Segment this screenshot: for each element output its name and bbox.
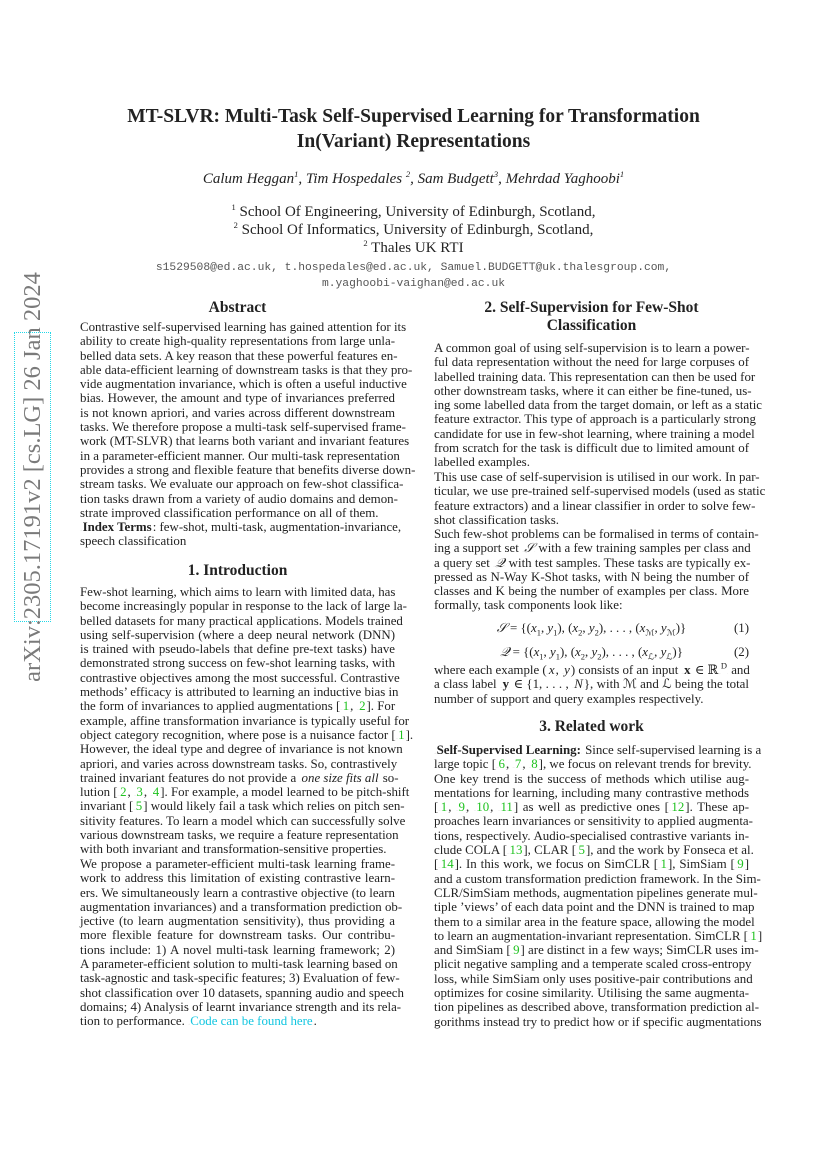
author-emails xyxy=(0,260,827,292)
citation-link[interactable]: 9 xyxy=(458,800,465,815)
text-line: formally, task components look like: xyxy=(434,598,623,613)
text-line: more flexible feature for downstream tasks. Our contribu- xyxy=(80,928,395,943)
text-line: sitivity features. To learn a model which can successfully solve xyxy=(80,813,406,828)
citation-link[interactable]: 1 xyxy=(342,699,350,714)
citation-link[interactable]: 8 xyxy=(531,757,538,772)
format-marker: » xyxy=(537,767,539,770)
section-heading-self-supervision xyxy=(434,299,749,335)
italic-text: 𝒮 xyxy=(524,541,535,556)
italic-text: y xyxy=(547,621,554,635)
text-line: other downstream tasks, where it can either be fine-tuned, us- xyxy=(434,383,752,398)
text-line: lution [«c:2», «c:3», «c:4»]. For example, a model learned to be pitch-shift xyxy=(80,785,410,800)
format-marker: » xyxy=(534,551,536,554)
text-line: belled datasets for many practical applications. Models trained xyxy=(80,613,403,628)
affiliation: $^2$ School Of Informatics, University of Edinburgh, Scotland, xyxy=(233,220,594,238)
equation-query-set xyxy=(434,645,749,662)
format-marker: » xyxy=(522,853,524,856)
arxiv-stamp xyxy=(14,272,51,682)
text-line: labelled training data. This representation can then be used for xyxy=(434,369,756,384)
format-marker: » xyxy=(378,780,380,783)
email-line: s1529508@ed.ac.uk, t.hospedales@ed.ac.uk, Samuel.BUDGETT@uk.thalesgroup.com, xyxy=(155,262,672,274)
format-marker: «b: xyxy=(681,673,685,675)
text-line: tion tasks drawn from a variety of audio domains and demon- xyxy=(80,491,398,506)
citation-link[interactable]: 5 xyxy=(578,843,585,858)
text-line: large topic [«c:6», «c:7», «c:8»], we focus on relevant trends for brevity. xyxy=(434,757,752,772)
italic-text: 𝒮 xyxy=(496,621,507,635)
text-line: provides a strong and flexible feature that benefits diverse down- xyxy=(80,462,416,477)
equation-formula: 𝒬 = {($x_1$, $y_1$), ($x_2$, $y_2$), . . . , ($x_ℒ$, $y_ℒ$)} xyxy=(500,645,683,662)
superscript: 2 xyxy=(405,169,411,179)
text-line: gorithms instead try to predict how or if specific augmentations xyxy=(434,1014,762,1029)
equation-number: (2) xyxy=(733,645,749,659)
format-marker: » xyxy=(726,673,728,675)
format-marker: «c: xyxy=(133,809,136,812)
author-list: Calum Heggan$^1$, Tim Hospedales $^2$, Sam Budgett$^3$, Mehrdad Yaghoobi$^1$ xyxy=(202,169,625,187)
title-line: In(Variant) Representations xyxy=(296,131,531,152)
text-line: A parameter-efficient solution to multi-task learning based on xyxy=(80,957,398,972)
format-marker: «i: xyxy=(546,673,549,675)
citation-link[interactable]: 12 xyxy=(671,800,685,815)
format-marker: » xyxy=(142,809,144,812)
superscript: 1 xyxy=(294,169,299,179)
citation-link[interactable]: 1 xyxy=(398,727,405,742)
subscript: 1 xyxy=(553,627,558,638)
text-line: from scratch for the task is difficult due to limited amount of xyxy=(434,441,749,456)
text-line: shot classification over 10 datasets, spanning audio and speech xyxy=(80,985,404,1000)
text-line: pressed as N-Way K-Shot tasks, with N being the number of xyxy=(434,569,749,584)
code-link[interactable]: Code can be found here xyxy=(190,1014,313,1029)
subscript: 2 xyxy=(580,651,585,662)
text-line: feature extractors) and a linear classifier in order to solve few- xyxy=(434,498,756,513)
subscript: 1 xyxy=(536,627,541,638)
format-marker: «c: xyxy=(576,853,579,856)
italic-text: x xyxy=(575,645,581,659)
superscript: 3 xyxy=(493,169,499,179)
text-line: demonstrated strong success on few-shot learning tasks, with xyxy=(80,656,396,671)
bold-text: y xyxy=(502,677,510,692)
format-marker: «c: xyxy=(510,953,514,956)
format-marker: » xyxy=(404,737,406,740)
citation-link[interactable]: 2 xyxy=(359,699,366,714)
superscript: 1 xyxy=(231,202,236,212)
text-line: jective (to learn augmentation sensitivity), thus providing a xyxy=(80,914,395,929)
format-marker: » xyxy=(453,867,455,870)
text-line: object category recognition, where pose is a nuisance factor [«c:1»]. xyxy=(80,727,414,742)
format-marker: «c: xyxy=(340,709,343,712)
italic-text: x xyxy=(548,663,555,677)
format-marker: » xyxy=(554,673,556,675)
text-line: able data-efficient learning of downstream tasks is that they pro- xyxy=(80,362,413,377)
format-marker: » xyxy=(582,687,584,690)
format-marker: «c: xyxy=(438,867,441,870)
bold-text: Index Terms xyxy=(82,520,152,534)
subscript: 1 xyxy=(555,651,560,662)
heading-line: 2. Self-Supervision for Few-Shot xyxy=(484,299,699,316)
format-marker: » xyxy=(504,767,506,770)
section2-paragraph xyxy=(434,470,766,527)
equation-number: (1) xyxy=(733,621,749,635)
format-marker: » xyxy=(512,810,514,813)
text-line: work (MT-SLVR) that learns both variant and invariant features xyxy=(80,434,410,449)
italic-text: N xyxy=(574,677,583,692)
citation-link[interactable]: 2 xyxy=(120,785,127,800)
citation-link[interactable]: 4 xyxy=(152,785,160,800)
text-line: One key trend is the success of methods which utilise aug- xyxy=(434,771,749,786)
text-line: ers. We simultaneously learn a contrastive objective (to learn xyxy=(80,885,395,900)
citation-link[interactable]: 11 xyxy=(500,800,513,815)
format-marker: «b: xyxy=(434,753,437,755)
text-line: proaches learn invariances or sensitivity to applied augmenta- xyxy=(434,814,753,829)
text-line: optimizes for cosine similarity. Utilising the same augmenta- xyxy=(434,986,749,1001)
italic-text: y xyxy=(550,645,556,659)
format-marker: «c: xyxy=(438,810,441,813)
superscript: 1 xyxy=(619,169,625,179)
citation-link[interactable]: 9 xyxy=(513,943,520,958)
format-marker: » xyxy=(743,867,745,870)
text-line: domains; 4) Analysis of learnt invariance strength and its rela- xyxy=(80,999,402,1014)
affiliations xyxy=(0,203,827,257)
format-marker: » xyxy=(504,565,506,568)
format-marker: » xyxy=(159,795,161,798)
format-marker: » xyxy=(519,953,521,956)
subscript: 2 xyxy=(578,627,583,638)
format-marker: «c: xyxy=(117,795,121,798)
text-line: shot classification tasks. xyxy=(434,512,559,527)
text-line: a query set «i:𝒬» with test samples. These tasks are typically ex- xyxy=(434,555,751,570)
intro-paragraph xyxy=(80,585,414,857)
text-line: labelled examples. xyxy=(434,455,530,470)
format-marker: » xyxy=(584,853,586,856)
subscript: 2 xyxy=(594,627,599,638)
bold-text: Self-Supervised Learning: xyxy=(436,743,581,757)
text-line: tion to performance. «l:Code can be found here». xyxy=(80,1014,317,1029)
format-marker: «c: xyxy=(528,767,532,770)
arxiv-identifier: arXiv:2305.17191v2 [cs.LG] 26 Jan 2024 xyxy=(18,272,46,682)
text-line: ticular, we use pre-trained self-supervised models (used as static xyxy=(434,484,766,499)
italic-text: y xyxy=(591,645,598,659)
text-line: [«c:1», «c:9», «c:10», «c:11»] as well as predictive ones [«c:12»]. These ap- xyxy=(434,800,750,815)
section2-paragraph xyxy=(434,527,759,613)
text-line: strate improved classification performance on all of them. xyxy=(80,505,379,520)
subscript: 2 xyxy=(597,651,602,662)
format-marker: «c: xyxy=(496,767,499,770)
format-marker: » xyxy=(349,709,351,712)
text-line: tion pipelines as described above, transformation prediction al- xyxy=(434,1000,760,1015)
text-line: Few-shot learning, which aims to learn with limited data, has xyxy=(80,585,396,599)
format-marker: «c: xyxy=(734,867,738,870)
italic-text: x xyxy=(572,621,579,635)
text-line: to learn an augmentation-invariant representation. SimCLR [«c:1»] xyxy=(434,928,763,943)
text-line: task-agnostic and task-specific features; 3) Evaluation of few- xyxy=(80,971,400,986)
subscript: ℒ xyxy=(666,651,673,662)
abstract-heading: Abstract xyxy=(208,299,267,316)
format-marker: » xyxy=(151,530,153,532)
format-marker: » xyxy=(509,687,511,690)
italic-text: x xyxy=(530,621,537,635)
text-line: is not known apriori, and varies across different downstream xyxy=(80,405,395,420)
text-line: tions include: 1) A novel multi-task learning framework; 2) xyxy=(80,942,395,957)
format-marker: «l: xyxy=(188,1024,191,1027)
affiliation: $^1$ School Of Engineering, University of Edinburgh, Scotland, xyxy=(231,202,596,220)
format-marker: » xyxy=(580,753,582,755)
text-line: «b:Index Terms»: few-shot, multi-task, augmentation-invariance, xyxy=(80,520,402,534)
text-line: contrastive objectives among the most successful. Contrastive xyxy=(80,670,400,685)
superscript: 2 xyxy=(233,220,238,230)
text-line: and SimSiam [«c:9»] are distinct in a few ways; SimCLR uses im- xyxy=(434,943,759,958)
text-line: This use case of self-supervision is utilised in our work. In par- xyxy=(434,470,760,484)
citation-link[interactable]: 10 xyxy=(476,800,490,815)
text-line: using self-supervision (where a deep neural network (DNN) xyxy=(80,627,395,642)
format-marker: «c: xyxy=(512,767,515,770)
text-line: We propose a parameter-efficient multi-task learning frame- xyxy=(80,857,395,871)
format-marker: «c: xyxy=(133,795,137,798)
format-marker: » xyxy=(126,795,128,798)
text-line: However, the ideal type and degree of invariance is not known xyxy=(80,742,403,757)
text-line: classes and K being the number of examples per class. More xyxy=(434,584,749,599)
italic-text: 𝒬 xyxy=(500,645,510,659)
format-marker: » xyxy=(489,810,491,813)
subscript: 1 xyxy=(539,651,544,662)
bold-text: x xyxy=(684,663,691,677)
text-line: candidate for use in few-shot learning, where training a model xyxy=(434,426,755,441)
text-line: loss, while SimSiam only uses positive-pair contributions and xyxy=(434,971,753,986)
text-line: trained invariant features do not provide a «i:one size fits all» so- xyxy=(80,770,399,785)
format-marker: » xyxy=(756,938,758,941)
citation-link[interactable]: 5 xyxy=(135,799,143,814)
format-marker: «i: xyxy=(522,551,525,554)
format-marker: » xyxy=(569,673,571,675)
text-line: [«c:14»]. In this work, we focus on SimCLR [«c:1»], SimSiam [«c:9»] xyxy=(434,857,750,872)
citation-link[interactable]: 6 xyxy=(498,757,505,772)
text-line: tiple ’views’ of each data point and the DNN is trained to map xyxy=(434,900,755,915)
italic-text: 𝒬 xyxy=(495,555,505,570)
italic-text: y xyxy=(564,663,570,677)
format-marker: «c: xyxy=(395,737,399,740)
citation-link[interactable]: 13 xyxy=(509,843,523,858)
italic-text: one size fits all xyxy=(301,770,379,785)
text-line: with both invariant and transformation-sensitive properties. xyxy=(80,842,387,857)
subscript: ℳ xyxy=(645,627,655,638)
text-line: is trained with pseudo-labels that define pre-text tasks) have xyxy=(80,642,395,657)
citation-link[interactable]: 1 xyxy=(440,800,448,815)
equation-explanation xyxy=(434,660,750,706)
text-line: CLR/SimSiam methods, augmentation pipelines generate mul- xyxy=(434,885,758,900)
format-marker: «i: xyxy=(493,565,496,568)
text-line: become increasingly popular in response to the lack of large la- xyxy=(80,599,407,614)
text-line: ing a support set «i:𝒮» with a few training samples per class and xyxy=(434,541,751,556)
format-marker: «c: xyxy=(473,810,477,813)
text-line: plicit negative sampling and a temperate scaled cross-entropy xyxy=(434,957,752,972)
format-marker: «p: xyxy=(718,673,721,675)
text-line: ability to create high-quality representations from large unla- xyxy=(80,334,395,349)
text-line: vide augmentation invariance, which is often a useful inductive xyxy=(80,377,407,392)
text-line: mentations for learning, including many contrastive methods xyxy=(434,785,749,800)
section2-paragraph xyxy=(434,341,763,470)
italic-text: y xyxy=(660,645,667,659)
text-line: methods’ efficacy is attributed to learning an inductive bias in xyxy=(80,685,399,700)
text-line: a class label «b:y» ∈ {1, . . . , «i:N»}, with ℳ and ℒ being the total xyxy=(434,677,749,692)
format-marker: » xyxy=(142,795,144,798)
text-line: stream tasks. We evaluate our approach on few-shot classifica- xyxy=(80,477,404,492)
italic-text: x xyxy=(642,645,648,659)
format-marker: » xyxy=(684,810,686,813)
italic-text: x xyxy=(639,621,646,635)
format-marker: «c: xyxy=(150,795,153,798)
citation-link[interactable]: 14 xyxy=(440,857,454,872)
paper-title xyxy=(0,104,827,154)
format-marker: » xyxy=(667,867,668,870)
affiliation: $^2$ Thales UK RTI xyxy=(363,238,464,256)
format-marker: «b: xyxy=(80,530,83,532)
text-line: work to address this limitation of existing contrastive learn- xyxy=(80,871,395,886)
related-work-paragraph xyxy=(434,743,763,1029)
text-line: number of support and query examples respectively. xyxy=(434,691,704,706)
citation-link[interactable]: 1 xyxy=(750,928,757,943)
format-marker: » xyxy=(464,810,466,813)
text-line: augmentation invariances) and a transformation prediction ob- xyxy=(80,899,403,914)
format-marker: «b: xyxy=(500,687,503,690)
text-line: Such few-shot problems can be formalised in terms of contain- xyxy=(434,527,759,541)
format-marker: «c: xyxy=(668,810,672,813)
heading-line: Classification xyxy=(546,317,637,334)
text-line: ing some labelled data from the target domain, or left as a static xyxy=(434,398,763,413)
text-line: example, affine transformation invariance is typically useful for xyxy=(80,713,410,728)
equation-support-set xyxy=(434,621,749,638)
format-marker: «i: xyxy=(299,780,302,783)
subscript: ℳ xyxy=(666,627,676,638)
abstract-paragraph xyxy=(80,320,416,520)
text-line: various downstream tasks, we require a feature representation xyxy=(80,828,399,843)
section-heading-related-work: 3. Related work xyxy=(539,718,644,735)
citation-link[interactable]: 3 xyxy=(136,785,143,800)
format-marker: «c: xyxy=(456,810,459,813)
format-marker: «i: xyxy=(572,687,575,690)
superscript: D xyxy=(720,660,727,671)
italic-text: y xyxy=(660,621,667,635)
text-line: bias. However, the amount and type of invariances preferred xyxy=(80,391,395,406)
format-marker: «c: xyxy=(507,853,510,856)
text-line: speech classification xyxy=(80,534,187,549)
text-line: apriori, and varies across downstream tasks. So, contrastively xyxy=(80,756,398,771)
format-marker: «c: xyxy=(356,709,360,712)
italic-text: x xyxy=(533,645,540,659)
format-marker: » xyxy=(690,673,692,675)
text-line: Contrastive self-supervised learning has gained attention for its xyxy=(80,320,407,334)
text-line: feature extractor. This type of approach is a particularly strong xyxy=(434,412,756,427)
intro-paragraph xyxy=(80,857,404,1029)
email-line: m.yaghoobi-vaighan@ed.ac.uk xyxy=(321,278,506,290)
format-marker: «c: xyxy=(658,867,661,870)
title-line: MT-SLVR: Multi-Task Self-Supervised Learning for Transformation xyxy=(127,106,700,127)
superscript: 2 xyxy=(363,238,368,248)
format-marker: » xyxy=(521,767,523,770)
text-line: invariant [«c:5»] would likely fail a task which relies on pitch sen- xyxy=(80,799,405,814)
text-line: «b:Self-Supervised Learning:» Since self-supervised learning is a xyxy=(434,743,762,757)
format-marker: «c: xyxy=(747,938,751,941)
section-heading-introduction: 1. Introduction xyxy=(187,562,288,579)
format-marker: » xyxy=(312,1024,314,1027)
format-marker: «i: xyxy=(562,673,565,675)
citation-link[interactable]: 1 xyxy=(660,857,667,872)
text-line: clude COLA [«c:13»], CLAR [«c:5»], and the work by Fonseca et al. xyxy=(434,843,754,858)
index-terms xyxy=(80,520,402,549)
text-line: where each example («i:x», «i:y») consists of an input «b:x» ∈ ℝ«p:$^D$» and xyxy=(434,660,750,677)
citation-link[interactable]: 7 xyxy=(514,757,522,772)
text-line: A common goal of using self-supervision is to learn a power- xyxy=(434,341,750,355)
format-marker: » xyxy=(447,810,449,813)
format-marker: » xyxy=(365,709,367,712)
citation-link[interactable]: 9 xyxy=(737,857,744,872)
equation-formula: 𝒮 = {($x_1$, $y_1$), ($x_2$, $y_2$), . . . , ($x_ℳ$, $y_ℳ$)} xyxy=(496,621,687,638)
text-line: them to a similar area in the feature space, allowing the model xyxy=(434,914,755,929)
text-line: in a parameter-efficient manner. Our multi-task representation xyxy=(80,448,400,463)
text-line: and a custom transformation prediction framework. In the Sim- xyxy=(434,871,761,886)
text-line: belled data sets. A key reason that these powerful features en- xyxy=(80,348,398,363)
text-line: tions, respectively. Audio-specialised contrastive variants in- xyxy=(434,828,749,843)
text-line: tasks. We therefore propose a multi-task self-supervised frame- xyxy=(80,420,406,435)
format-marker: «c: xyxy=(497,810,501,813)
italic-text: y xyxy=(588,621,595,635)
text-line: ful data representation without the need for large corpuses of xyxy=(434,355,749,370)
text-line: the form of invariances to applied augmentations [«c:1», «c:2»]. For xyxy=(80,699,396,714)
subscript: ℒ xyxy=(647,651,655,662)
